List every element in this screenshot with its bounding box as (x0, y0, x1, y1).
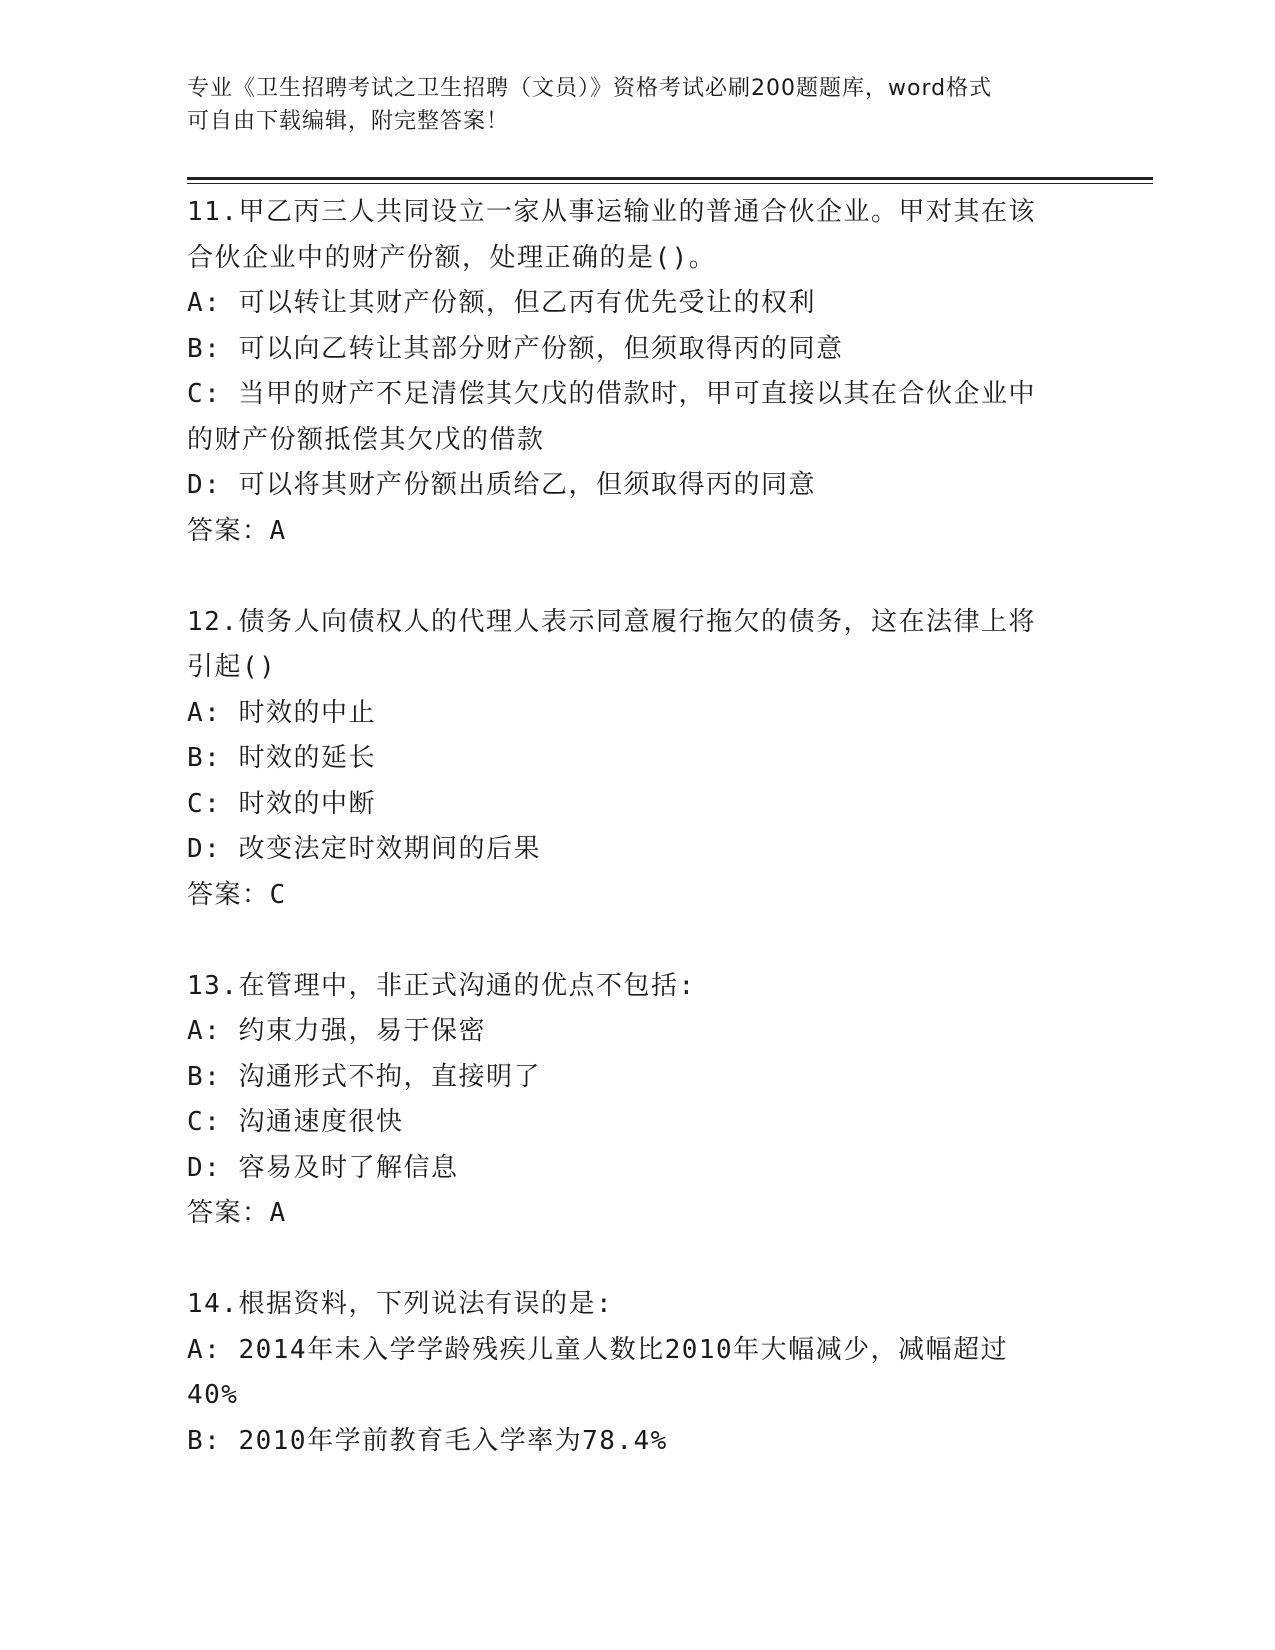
question-stem-line: 14.根据资料，下列说法有误的是: (187, 1289, 614, 1319)
option-c: C: 当甲的财产不足清偿其欠戊的借款时，甲可直接以其在合伙企业中 (187, 379, 1036, 409)
question-14 (187, 1282, 1087, 1464)
question-12 (187, 600, 1087, 919)
question-list (187, 190, 1087, 1464)
question-stem-line: 12.债务人向债权人的代理人表示同意履行拖欠的债务，这在法律上将 (187, 606, 1036, 637)
answer-line (187, 509, 1087, 555)
answer-label: 答案： (187, 1198, 270, 1228)
header-divider (187, 177, 1153, 180)
option-a-continued: 40% (187, 1380, 239, 1410)
question-13 (187, 964, 1087, 1237)
option-b: B: 时效的延长 (187, 743, 376, 773)
answer-value: A (269, 1198, 287, 1228)
question-stem-line: 引起() (187, 652, 277, 682)
option-a: A: 2014年未入学学龄残疾儿童人数比2010年大幅减少，减幅超过 (187, 1334, 1009, 1365)
answer-label: 答案： (187, 879, 270, 910)
option-c: C: 沟通速度很快 (187, 1107, 404, 1137)
answer-label: 答案： (187, 515, 270, 546)
option-b: B: 2010年学前教育毛入学率为78.4% (187, 1425, 668, 1456)
option-d: D: 容易及时了解信息 (187, 1152, 459, 1183)
option-a: A: 可以转让其财产份额，但乙丙有优先受让的权利 (187, 288, 816, 318)
question-stem-line: 13.在管理中，非正式沟通的优点不包括: (187, 970, 696, 1001)
option-d: D: 改变法定时效期间的后果 (187, 834, 541, 864)
answer-line (187, 873, 1087, 919)
option-a: A: 时效的中止 (187, 697, 376, 728)
option-c-continued: 的财产份额抵偿其欠戊的借款 (187, 424, 545, 455)
answer-value: C (269, 879, 287, 910)
answer-value: A (269, 515, 287, 546)
question-11 (187, 190, 1087, 554)
option-a: A: 约束力强，易于保密 (187, 1016, 486, 1046)
option-b: B: 可以向乙转让其部分财产份额，但须取得丙的同意 (187, 333, 844, 364)
option-b: B: 沟通形式不拘，直接明了 (187, 1061, 541, 1092)
document-header (187, 72, 1087, 138)
question-stem-line: 合伙企业中的财产份额，处理正确的是()。 (187, 242, 717, 273)
header-divider-thin (187, 183, 1153, 184)
header-line-2: 可自由下载编辑，附完整答案！ (187, 109, 510, 134)
option-d: D: 可以将其财产份额出质给乙，但须取得丙的同意 (187, 470, 816, 500)
header-line-1: 专业《卫生招聘考试之卫生招聘（文员）》资格考试必刷200题题库，word格式 (187, 76, 993, 101)
option-c: C: 时效的中断 (187, 788, 376, 819)
question-stem-line: 11.甲乙丙三人共同设立一家从事运输业的普通合伙企业。甲对其在该 (187, 197, 1036, 227)
answer-line (187, 1191, 1087, 1237)
